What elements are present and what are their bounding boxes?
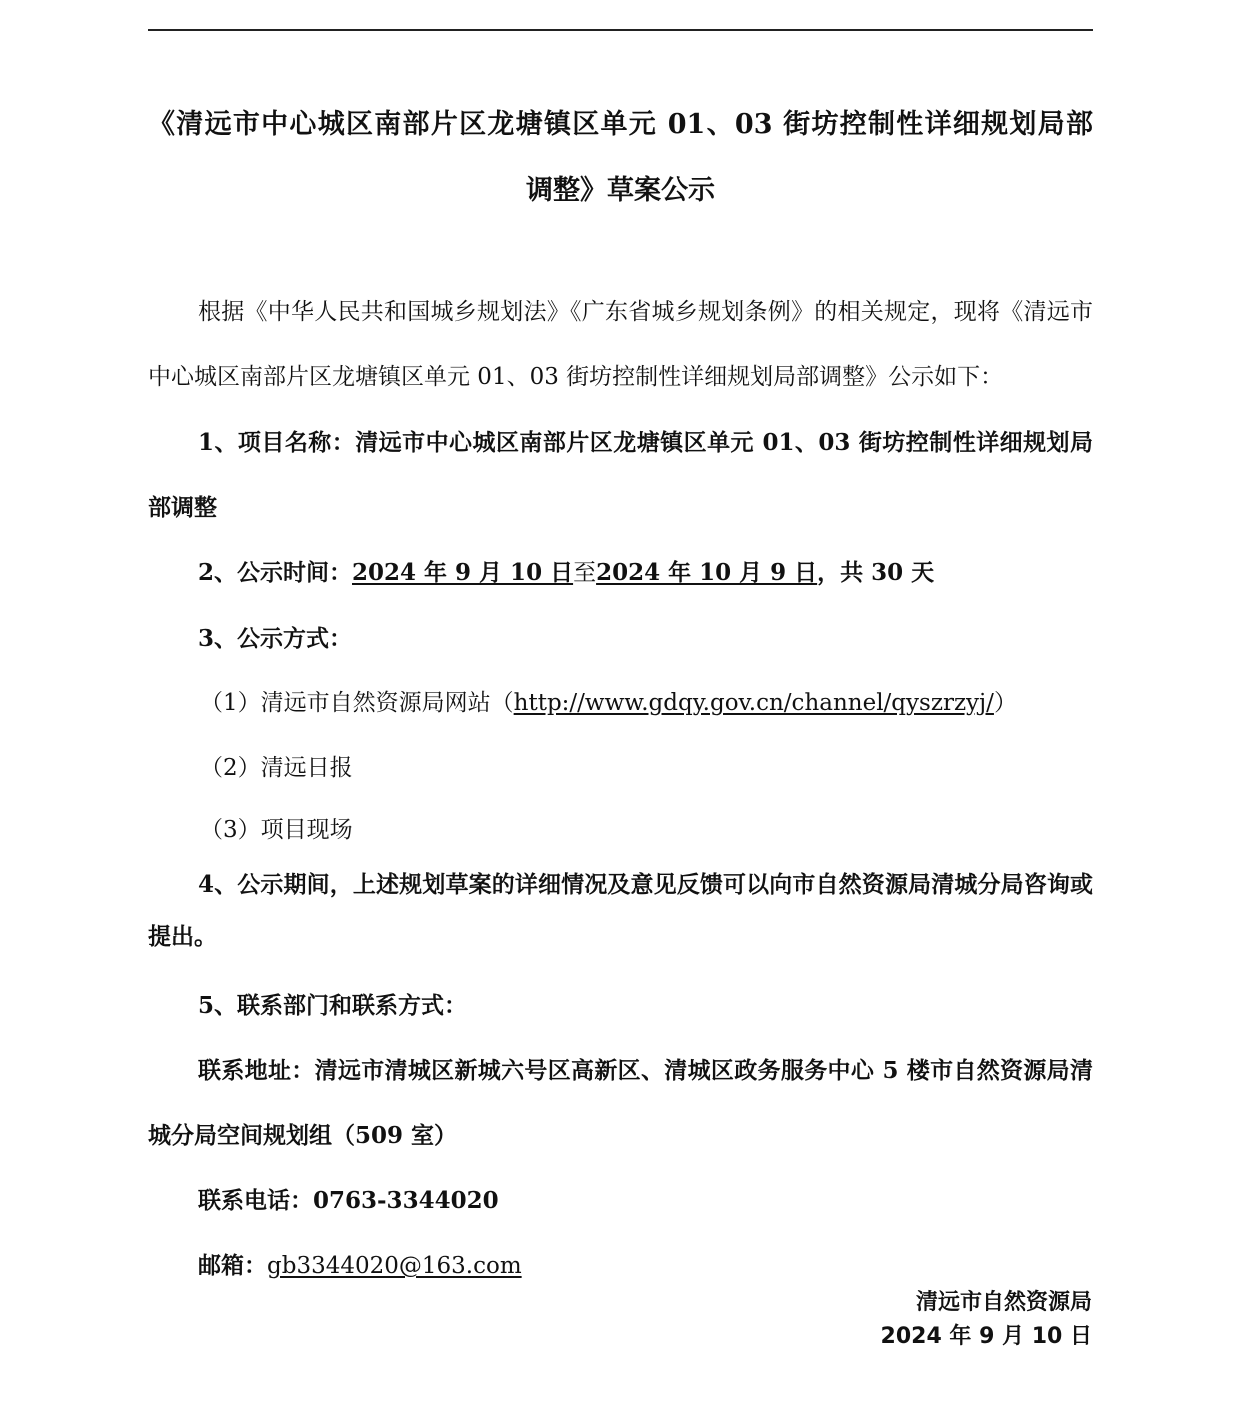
- signature-org: 清远市自然资源局: [915, 1290, 1092, 1315]
- website-link[interactable]: http://www.gdqy.gov.cn/channel/qyszrzyj/: [513, 690, 994, 716]
- period-end-date: 2024 年 10 月 9 日: [596, 559, 818, 586]
- method-website-label: （1）清远市自然资源局网站（: [200, 690, 514, 716]
- period-to: 至: [573, 560, 597, 586]
- method-website-close: ）: [993, 690, 1017, 716]
- top-rule: [148, 29, 1093, 31]
- title-line-1: 《清远市中心城区南部片区龙塘镇区单元 01、03 街坊控制性详细规划局部: [148, 109, 1093, 140]
- item-feedback: 4、公示期间，上述规划草案的详细情况及意见反馈可以向市自然资源局清城分局咨询或提出。: [148, 871, 1093, 950]
- email-label: 邮箱：: [198, 1252, 267, 1279]
- document-body: [148, 280, 1093, 1299]
- signature-block: [881, 1286, 1092, 1354]
- intro-paragraph: 根据《中华人民共和国城乡规划法》《广东省城乡规划条例》的相关规定，现将《清远市中心城区南部片区龙塘镇区单元 01、03 街坊控制性详细规划局部调整》公示如下：: [148, 299, 1093, 390]
- item-contact-heading: 5、联系部门和联系方式：: [198, 992, 468, 1019]
- signature-date: 2024 年 9 月 10 日: [880, 1324, 1092, 1349]
- title-line-2: 调整》草案公示: [526, 175, 715, 206]
- period-prefix: 2、公示时间：: [198, 559, 353, 586]
- contact-address: 联系地址：清远市清城区新城六号区高新区、清城区政务服务中心 5 楼市自然资源局清城分局空间规划组（509 室）: [148, 1057, 1093, 1149]
- method-site: （3）项目现场: [200, 817, 353, 843]
- contact-phone: 联系电话：0763-3344020: [198, 1187, 499, 1214]
- item-publicity-methods: 3、公示方式：: [198, 625, 353, 652]
- email-link[interactable]: gb3344020@163.com: [267, 1253, 522, 1279]
- period-suffix: ，共 30 天: [817, 559, 935, 586]
- document-title: [148, 92, 1093, 224]
- item-project-name: 1、项目名称：清远市中心城区南部片区龙塘镇区单元 01、03 街坊控制性详细规划局部调整: [148, 429, 1093, 521]
- period-start-date: 2024 年 9 月 10 日: [352, 559, 574, 586]
- item-publicity-period: [148, 540, 1093, 606]
- method-newspaper: （2）清远日报: [200, 755, 353, 781]
- method-website: [148, 671, 1093, 736]
